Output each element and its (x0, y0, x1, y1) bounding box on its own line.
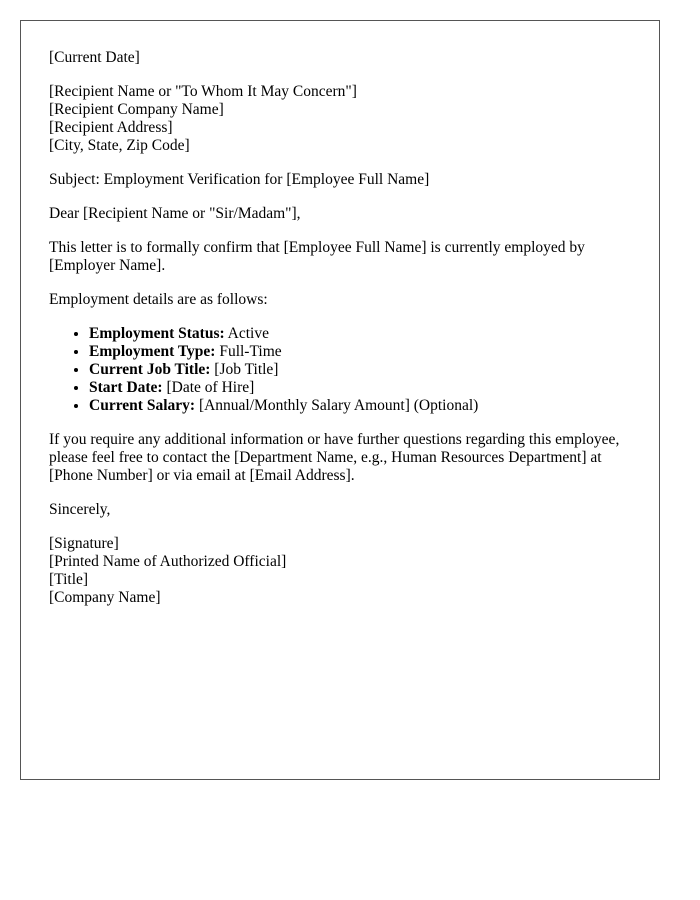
letter-content (49, 49, 629, 623)
recipient-company: [Recipient Company Name] (49, 101, 224, 118)
detail-value: Active (224, 325, 269, 342)
letter-subject: Subject: Employment Verification for [Employee Full Name] (49, 171, 430, 188)
signature-block (49, 535, 629, 607)
detail-item-start-date (89, 379, 629, 397)
letter-date: [Current Date] (49, 49, 140, 66)
detail-label: Current Job Title: (89, 361, 211, 378)
signer-company: [Company Name] (49, 589, 161, 606)
detail-value: [Date of Hire] (162, 379, 255, 396)
detail-label: Employment Type: (89, 343, 216, 360)
closing-paragraph: If you require any additional information or have further questions regarding this employee, please feel free to contact the [Department Name, e.g., Human Resources Department] at [Phone Number] or via email at [Email Address]. (49, 431, 620, 484)
detail-value: [Job Title] (210, 361, 279, 378)
letter-page (20, 20, 660, 780)
recipient-name: [Recipient Name or "To Whom It May Concern"] (49, 83, 357, 100)
detail-item-type (89, 343, 629, 361)
detail-value: [Annual/Monthly Salary Amount] (Optional) (195, 397, 479, 414)
letter-salutation: Dear [Recipient Name or "Sir/Madam"], (49, 205, 301, 222)
recipient-block (49, 83, 629, 155)
detail-label: Employment Status: (89, 325, 225, 342)
recipient-city-state-zip: [City, State, Zip Code] (49, 137, 190, 154)
intro-paragraph: This letter is to formally confirm that [Employee Full Name] is currently employed by [Employer Name]. (49, 239, 585, 274)
recipient-address: [Recipient Address] (49, 119, 173, 136)
signer-title: [Title] (49, 571, 89, 588)
signer-printed-name: [Printed Name of Authorized Official] (49, 553, 287, 570)
detail-label: Start Date: (89, 379, 163, 396)
details-intro: Employment details are as follows: (49, 291, 268, 308)
signature: [Signature] (49, 535, 119, 552)
detail-value: Full-Time (215, 343, 282, 360)
employment-details-list (49, 325, 629, 415)
detail-item-status (89, 325, 629, 343)
detail-item-job-title (89, 361, 629, 379)
detail-item-salary (89, 397, 629, 415)
valediction: Sincerely, (49, 501, 111, 518)
detail-label: Current Salary: (89, 397, 196, 414)
